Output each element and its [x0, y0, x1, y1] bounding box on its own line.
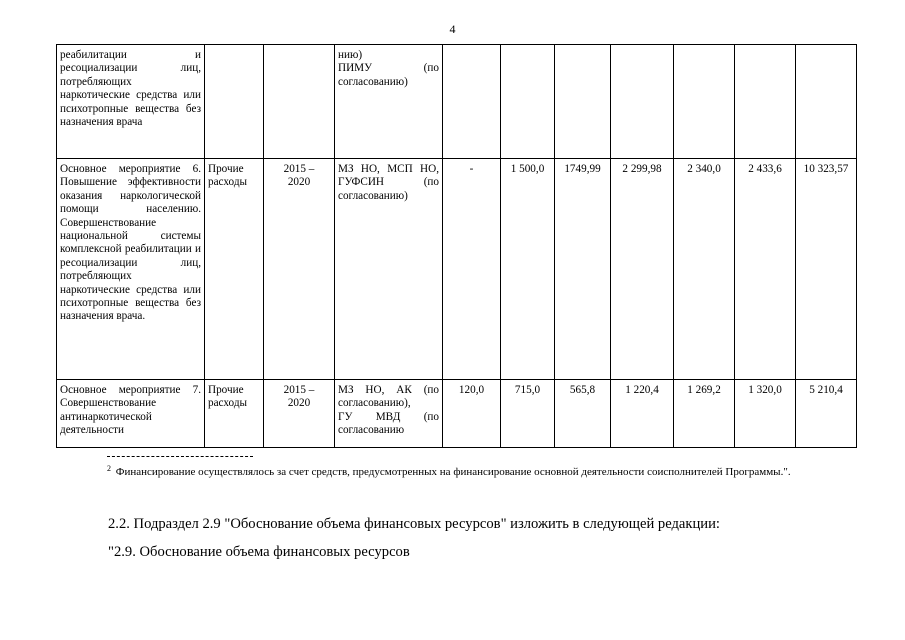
- row-expense-type: Прочие расходы: [205, 159, 264, 380]
- table-row: [57, 380, 857, 448]
- row-value: 1749,99: [555, 159, 611, 380]
- row-description: Основное мероприятие 6. Повышение эффективности оказания наркологической помощи населению. Совершенствование национальной системы комплексной реабилитации и ресоциализации лиц, потребляющих наркотические средства или психотропные вещества без назначения врача.: [57, 159, 205, 380]
- footnote: [107, 461, 852, 480]
- row-value: [555, 45, 611, 159]
- row-expense-type: Прочие расходы: [205, 380, 264, 448]
- row-expense-type: [205, 45, 264, 159]
- row-value: 10 323,57: [796, 159, 857, 380]
- row-value: 2 340,0: [674, 159, 735, 380]
- row-description: реабилитации и ресоциализации лиц, потребляющих наркотические средства или психотропные вещества без назначения врача: [57, 45, 205, 159]
- funding-table: [56, 44, 857, 448]
- row-period: 2015 – 2020: [264, 380, 335, 448]
- row-value: 2 433,6: [735, 159, 796, 380]
- row-value: [611, 45, 674, 159]
- row-value: [735, 45, 796, 159]
- row-value: 2 299,98: [611, 159, 674, 380]
- row-executors: нию) ПИМУ (по согласованию): [335, 45, 443, 159]
- footnote-marker: 2: [107, 464, 111, 473]
- amendment-paragraph: 2.2. Подраздел 2.9 "Обоснование объема финансовых ресурсов" изложить в следующей редакции:: [108, 516, 720, 532]
- footnote-separator: [107, 456, 253, 457]
- row-description: Основное мероприятие 7. Совершенствование антинаркотической деятельности: [57, 380, 205, 448]
- row-value: 1 320,0: [735, 380, 796, 448]
- row-value: [796, 45, 857, 159]
- row-value: 1 500,0: [501, 159, 555, 380]
- row-value: 120,0: [443, 380, 501, 448]
- row-value: [501, 45, 555, 159]
- row-value: [443, 45, 501, 159]
- table-row: [57, 159, 857, 380]
- row-executors: МЗ НО, АК (по согласованию), ГУ МВД (по согласованию: [335, 380, 443, 448]
- row-executors: МЗ НО, МСП НО, ГУФСИН (по согласованию): [335, 159, 443, 380]
- row-value: 715,0: [501, 380, 555, 448]
- row-period: 2015 – 2020: [264, 159, 335, 380]
- page-number: 4: [449, 22, 456, 36]
- row-value: 1 220,4: [611, 380, 674, 448]
- footnote-text: Финансирование осуществлялось за счет средств, предусмотренных на финансирование основной деятельности соисполнителей Программы.".: [115, 466, 791, 478]
- section-heading: "2.9. Обоснование объема финансовых ресурсов: [108, 544, 410, 560]
- row-value: 1 269,2: [674, 380, 735, 448]
- table-row: [57, 45, 857, 159]
- row-value: 565,8: [555, 380, 611, 448]
- row-value: [674, 45, 735, 159]
- row-value: -: [443, 159, 501, 380]
- row-value: 5 210,4: [796, 380, 857, 448]
- row-period: [264, 45, 335, 159]
